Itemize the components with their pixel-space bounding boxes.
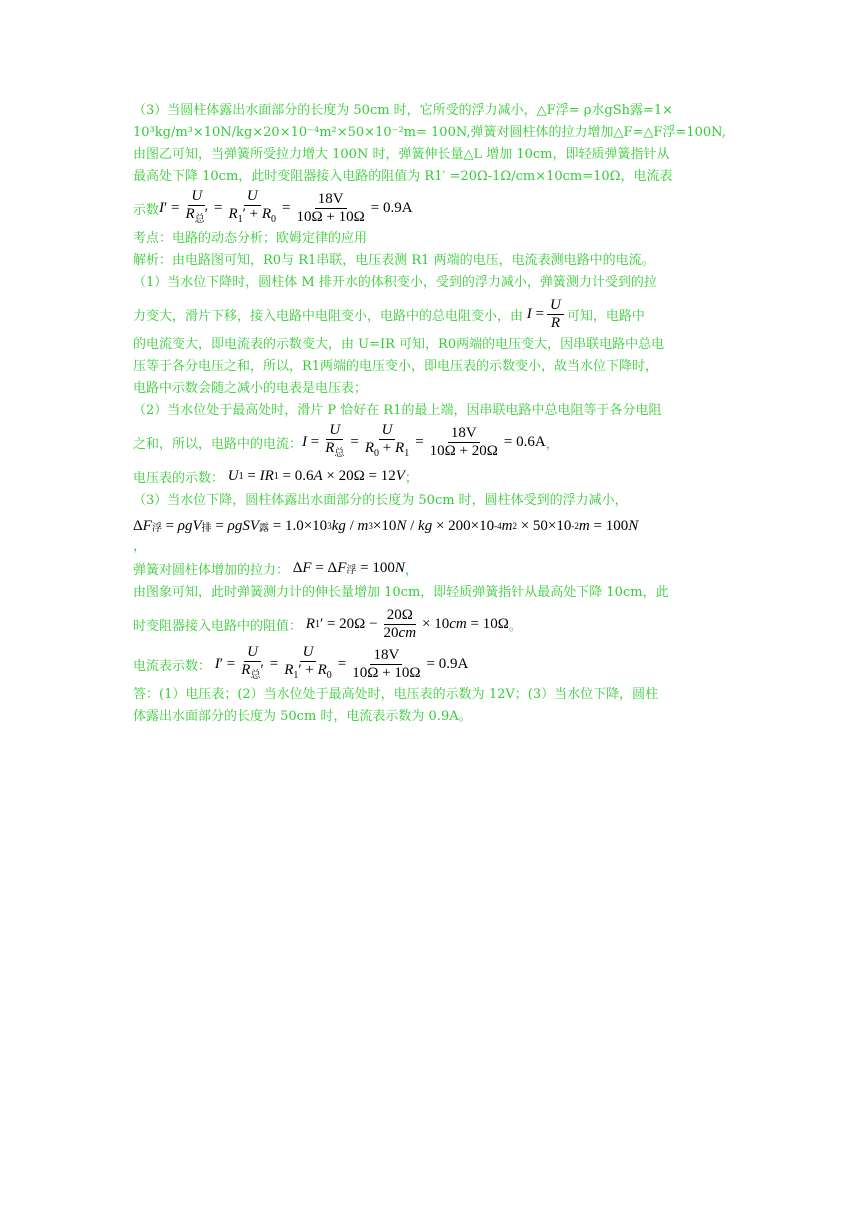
- text-line: 压等于各分电压之和，所以，R1两端的电压变小，即电压表的示数变小，故当水位下降时，: [133, 359, 659, 374]
- text-segment: 可知，电路中: [566, 308, 645, 324]
- text-segment: 电流表示数：: [133, 658, 212, 674]
- text-segment: 电压表的示数：: [133, 470, 225, 486]
- text-line: （3）当水位下降，圆柱体露出水面部分的长度为 50cm 时，圆柱体受到的浮力减小，: [133, 493, 628, 508]
- buoyancy-equation: Δ F 浮 = ρgV 排 = ρgSV 露 = 1.0×10 3 kg / m 3 ×10 N / kg × 200×10 -4 m 2 × 50×10 -2 m = 100 N: [133, 517, 639, 534]
- equation-line: [133, 512, 738, 540]
- answer-line: 答：(1）电压表；(2）当水位处于最高处时，电压表的示数为 12V；(3）当水位下降，圆柱: [133, 687, 659, 702]
- equation-line: 弹簧对圆柱体增加的拉力： Δ F = Δ F 浮 = 100 N ，: [133, 559, 418, 578]
- comma-line: ，: [133, 539, 147, 554]
- text-line: （3）当圆柱体露出水面部分的长度为 50cm 时，它所受的浮力减小，△F浮= ρ水gSh露=1×: [133, 103, 674, 118]
- text-line: （2）当水位处于最高处时，滑片 P 恰好在 R1的最上端，因串联电路中总电阻等于各分电阻: [133, 403, 662, 418]
- voltage-equation: U 1 = IR 1 = 0.6 A × 20Ω = 12 V: [227, 467, 405, 484]
- text-segment: 之和，所以，电路中的电流：: [133, 436, 303, 452]
- text-line: （1）当水位下降时，圆柱体 M 排开水的体积变小，受到的浮力减小，弹簧测力计受到的拉: [133, 275, 657, 290]
- ohm-law-equation: I = $\frac{U}{R}$: [523, 297, 567, 332]
- text-segment: 时变阻器接入电路中的阻值：: [133, 618, 303, 634]
- answer-line: 体露出水面部分的长度为 50cm 时，电流表示数为 0.9A。: [133, 709, 472, 724]
- equation-line: [133, 644, 738, 684]
- text-line: 的电流变大，即电流表的示数变大，由 U=IR 可知，R0两端的电压变大，因串联电路中总电: [133, 337, 665, 352]
- equation-line: 之和，所以，电路中的电流： I = $\frac{U}{R_总}$ = $\frac{U}{R_0 + R_1}$ = $\frac{18V}{10\Omega + 20\Omega}$ = 0.6A ，: [133, 422, 738, 462]
- text-segment: 弹簧对圆柱体增加的拉力：: [133, 562, 290, 578]
- text-line: 10³kg/m³×10N/kg×20×10⁻⁴m²×50×10⁻²m= 100N,弹簧对圆柱体的拉力增加△F=△F浮=100N,: [133, 125, 726, 140]
- equation-line: [133, 294, 738, 334]
- current-equation: I ′ = $\frac{U}{R_总'}$ = $\frac{U}{R_1' + R_0}$ = $\frac{18V}{10\Omega + 10\Omega}$ = 0.9A: [159, 188, 413, 225]
- equation-line: [133, 188, 738, 228]
- solution-text: [133, 100, 738, 728]
- text-line: 电路中示数会随之减小的电表是电压表；: [133, 381, 368, 396]
- current-equation: I = $\frac{U}{R_总}$ = $\frac{U}{R_0 + R_1}$ = $\frac{18V}{10\Omega + 20\Omega}$ = 0.6A: [302, 422, 546, 459]
- resistance-equation: R 1 ′ = 20Ω − $\frac{20\Omega}{20cm}$ × 10 cm = 10Ω: [305, 606, 509, 641]
- equation-line: 电压表的示数： U 1 = IR 1 = 0.6 A × 20Ω = 12 V ；: [133, 467, 418, 486]
- text-line: 由图乙可知，当弹簧所受拉力增大 100N 时，弹簧伸长量△L 增加 10cm，即轻质弹簧指针从: [133, 147, 670, 162]
- text-prefix: 示数: [133, 202, 160, 218]
- text-line: 由图象可知，此时弹簧测力计的伸长量增加 10cm，即轻质弹簧指针从最高处下降 10cm，此: [133, 585, 669, 600]
- text-line: 最高处下降 10cm，此时变阻器接入电路的阻值为 R1′ =20Ω-1Ω/cm×10cm=10Ω，电流表: [133, 169, 673, 184]
- equation-line: 时变阻器接入电路中的阻值： R 1 ′ = 20Ω − $\frac{20\Omega}{20cm}$ × 10 cm = 10Ω 。: [133, 606, 522, 641]
- force-equation: Δ F = Δ F 浮 = 100 N: [289, 559, 405, 576]
- text-segment: 力变大，滑片下移，接入电路中电阻变小，电路中的总电阻变小，由: [133, 308, 524, 324]
- current-equation: I ′ = $\frac{U}{R_总'}$ = $\frac{U}{R_1' + R_0}$ = $\frac{18V}{10\Omega + 10\Omega}$ = 0.9A: [214, 644, 469, 681]
- kaodian-line: 考点：电路的动态分析；欧姆定律的应用: [133, 231, 368, 246]
- jiexi-line: 解析：由电路图可知，R0与 R1串联，电压表测 R1 两端的电压，电流表测电路中的电流。: [133, 253, 655, 268]
